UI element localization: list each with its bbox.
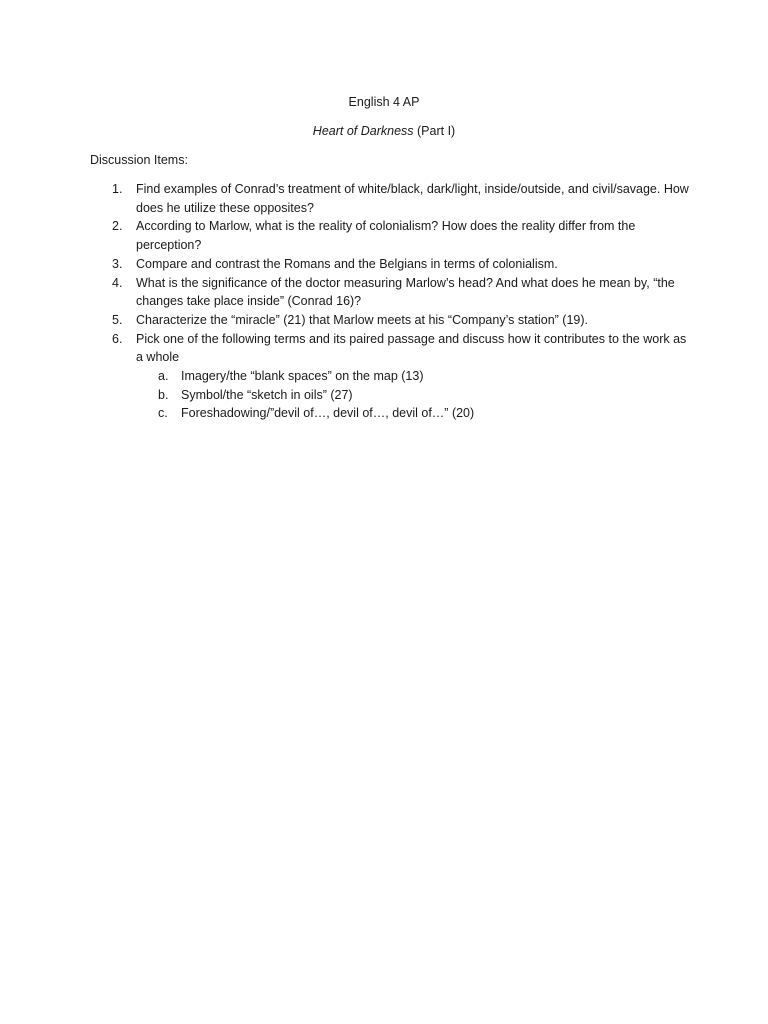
- subtitle-work-title: Heart of Darkness: [312, 124, 414, 138]
- discussion-item-4: [90, 274, 690, 311]
- item-text: Characterize the “miracle” (21) that Marlow meets at his “Company’s station” (19).: [136, 312, 589, 327]
- sub-item-text: Imagery/the “blank spaces” on the map (13): [181, 369, 424, 384]
- discussion-item-5: [90, 311, 690, 330]
- item-number: 5.: [112, 312, 123, 327]
- sub-item-text: Symbol/the “sketch in oils” (27): [181, 387, 353, 402]
- discussion-items-list: [90, 180, 690, 423]
- sub-item-letter: b.: [158, 387, 169, 402]
- sub-item-letter: c.: [158, 406, 168, 421]
- discussion-item-3: [90, 255, 690, 274]
- discussion-item-1: [90, 180, 690, 217]
- discussion-item-6: [90, 330, 690, 424]
- item-number: 6.: [112, 331, 123, 346]
- sub-item-text: Foreshadowing/”devil of…, devil of…, devil of…” (20): [181, 406, 475, 421]
- item-text: What is the significance of the doctor measuring Marlow’s head? And what does he mean by, “the changes take place inside” (Conrad 16)?: [136, 275, 675, 309]
- item-text: Find examples of Conrad’s treatment of white/black, dark/light, inside/outside, and civil/savage. How does he utilize these opposites?: [136, 182, 689, 215]
- sub-item-b: [136, 386, 690, 405]
- item-text: Compare and contrast the Romans and the Belgians in terms of colonialism.: [136, 256, 558, 271]
- item-number: 2.: [112, 219, 123, 234]
- sub-item-letter: a.: [158, 369, 169, 384]
- item-number: 4.: [112, 275, 123, 290]
- sub-item-c: [136, 404, 690, 423]
- item-text: According to Marlow, what is the reality of colonialism? How does the reality differ from the perception?: [136, 219, 636, 253]
- subtitle-part: (Part I): [413, 124, 456, 138]
- sub-items-list: [136, 367, 690, 423]
- item-number: 1.: [112, 182, 123, 196]
- item-text: Pick one of the following terms and its paired passage and discuss how it contributes to the work as a whole: [136, 331, 687, 365]
- section-label: Discussion Items:: [90, 153, 188, 167]
- sub-item-a: [136, 367, 690, 386]
- discussion-item-2: [90, 217, 690, 254]
- document-title: English 4 AP: [348, 95, 420, 109]
- item-number: 3.: [112, 256, 123, 271]
- document-subtitle: [0, 123, 768, 139]
